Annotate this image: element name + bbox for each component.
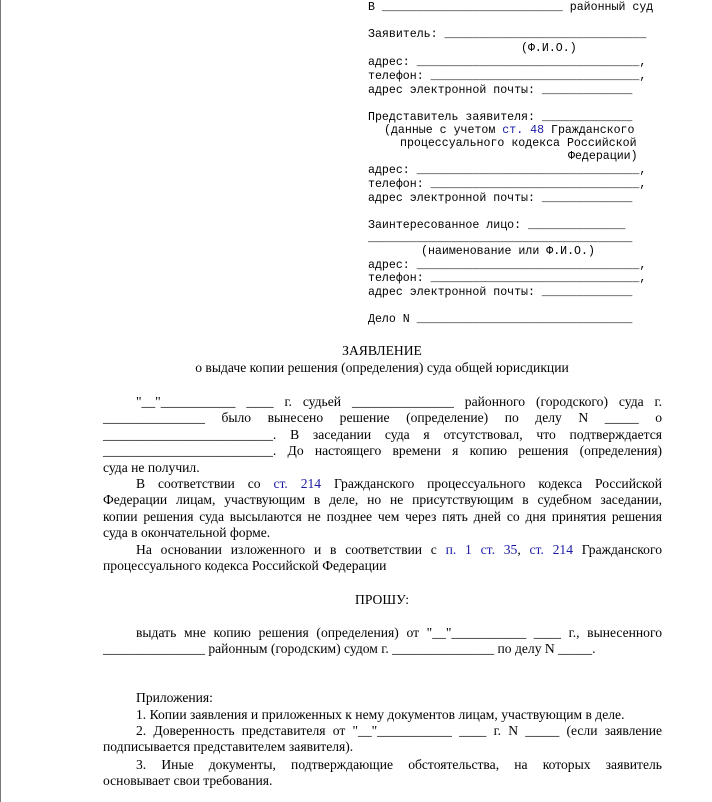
document-title: ЗАЯВЛЕНИЕ — [342, 343, 422, 358]
case-number-line: Дело N _______________________________ — [368, 313, 633, 326]
representative-note-3: Федерации) — [568, 150, 638, 163]
paragraph-1-line-3: _________________________. В заседании суда я отсутствовал, что подтверждается — [103, 427, 662, 442]
applicant-email: адрес электронной почты: _____________ — [368, 84, 633, 97]
attachment-item-2-line-2: подписывается представителем заявителя). — [103, 739, 354, 754]
paragraph-2-line-2: Федерации лицам, участвующим в деле, но не присутствующим в судебном заседании, — [103, 492, 662, 507]
attachment-item-2-line-1: 2. Доверенность представителя от "__"___________ ____ г. N _____ (если заявление — [136, 723, 662, 738]
representative-phone: телефон: ______________________________, — [368, 178, 647, 191]
paragraph-2-line-1: В соответствии со ст. 214 Гражданского процессуального кодекса Российской — [136, 476, 663, 491]
representative-address: адрес: ________________________________, — [368, 164, 647, 177]
applicant-line: Заявитель: _____________________________ — [368, 28, 647, 41]
article-214-link-2[interactable]: ст. 214 — [529, 542, 574, 557]
attachments-title: Приложения: — [136, 690, 213, 705]
paragraph-3-line-1: На основании изложенного и в соответствии с п. 1 ст. 35, ст. 214 Гражданского — [136, 542, 663, 557]
representative-note-2: процессуального кодекса Российской — [400, 137, 637, 150]
applicant-address: адрес: ________________________________, — [368, 56, 647, 69]
paragraph-1-line-2: _______________ было вынесено решение (определение) по делу N _____ о — [103, 410, 662, 425]
article-35-link[interactable]: п. 1 ст. 35 — [445, 542, 518, 557]
interested-party-email: адрес электронной почты: _____________ — [368, 286, 633, 299]
court-line: В __________________________ районный суд — [368, 1, 654, 14]
attachment-item-3-line-1: 3. Иные документы, подтверждающие обстоятельства, на которых заявитель — [136, 757, 662, 772]
request-line-1: выдать мне копию решения (определения) от "__"___________ ____ г., вынесенного — [136, 625, 662, 640]
paragraph-2-line-3: копии решения суда высылаются не позднее чем через пять дней со дня принятия решения — [103, 509, 662, 524]
representative-email: адрес электронной почты: _____________ — [368, 192, 633, 205]
applicant-phone: телефон: ______________________________, — [368, 70, 647, 83]
paragraph-1-line-4: _________________________. До настоящего времени я копию решения (определения) — [103, 443, 662, 458]
paragraph-2-line-4: суда в окончательной форме. — [103, 525, 271, 540]
representative-line: Представитель заявителя: _____________ — [368, 111, 633, 124]
article-48-link[interactable]: ст. 48 — [502, 124, 545, 137]
request-heading: ПРОШУ: — [355, 592, 409, 607]
interested-party-hint: (наименование или Ф.И.О.) — [421, 245, 595, 258]
interested-party-line: Заинтересованное лицо: ______________ — [368, 219, 626, 232]
paragraph-1-line-5: суда не получил. — [103, 460, 200, 475]
interested-party-phone: телефон: ______________________________, — [368, 272, 647, 285]
request-line-2: _______________ районным (городским) судом г. _______________ по делу N _____. — [103, 641, 596, 656]
paragraph-3-line-2: процессуального кодекса Российской Федерации — [103, 558, 387, 573]
interested-party-blank: ______________________________________ — [368, 232, 633, 245]
document-subtitle: о выдаче копии решения (определения) суда общей юрисдикции — [195, 360, 569, 375]
attachment-item-3-line-2: основывает свои требования. — [103, 773, 273, 788]
attachment-item-1: 1. Копии заявления и приложенных к нему документов лицам, участвующим в деле. — [136, 707, 625, 722]
page-left-border — [0, 0, 1, 802]
applicant-hint: (Ф.И.О.) — [521, 42, 577, 55]
paragraph-1-line-1: "__"___________ ____ г. судьей _______________ районного (городского) суда г. — [136, 394, 662, 409]
article-214-link[interactable]: ст. 214 — [273, 476, 322, 491]
representative-note-1: (данные с учетом ст. 48 Гражданского — [384, 124, 635, 137]
interested-party-address: адрес: ________________________________, — [368, 259, 647, 272]
